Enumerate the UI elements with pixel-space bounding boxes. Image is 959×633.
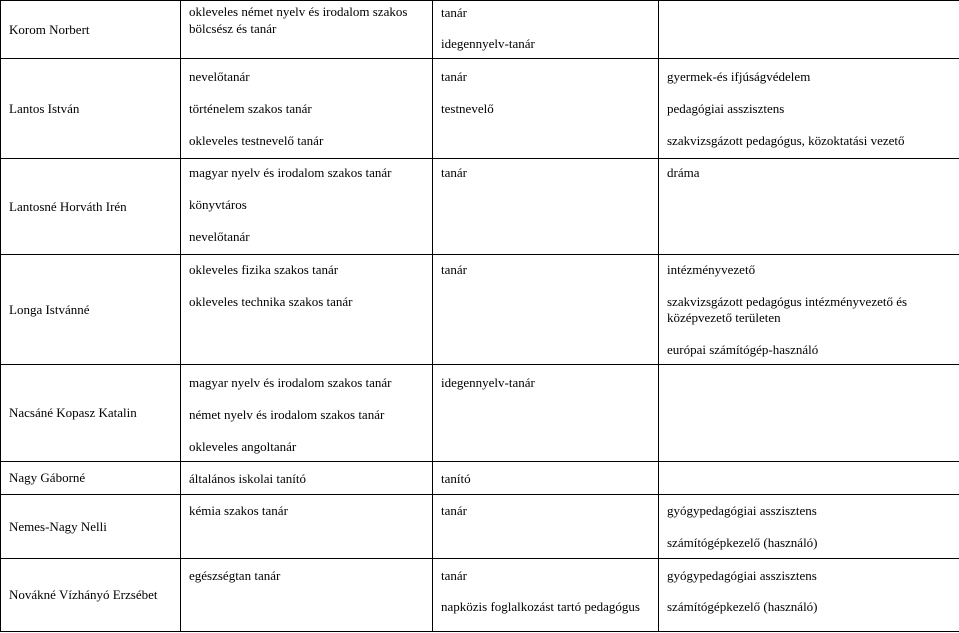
position-line: tanár [441,164,467,180]
staff-name-cell [1,59,181,159]
position-line: tanító [441,470,471,486]
other-cell [659,59,959,159]
qualification-line: magyar nyelv és irodalom szakos tanár [189,164,392,180]
qualification-cell [181,365,433,462]
position-line: tanár [441,68,467,84]
other-line: gyógypedagógiai asszisztens [667,567,817,583]
other-line: gyermek-és ifjúságvédelem [667,68,811,84]
qualification-line: bölcsész és tanár [189,20,277,36]
position-line: testnevelő [441,100,494,116]
staff-name: Lantosné Horváth Irén [9,198,127,214]
other-line: szakvizsgázott pedagógus, közoktatási vezető [667,132,905,148]
qualification-line: okleveles angoltanár [189,438,297,454]
qualification-cell [181,495,433,559]
other-line: intézményvezető [667,261,756,277]
staff-name: Nacsáné Kopasz Katalin [9,405,137,420]
staff-name: Korom Norbert [9,21,90,37]
position-cell [433,462,659,495]
other-cell [659,462,959,495]
position-line: idegennyelv-tanár [441,35,535,51]
qualification-line: német nyelv és irodalom szakos tanár [189,406,385,422]
position-line: tanár [441,567,467,583]
position-line: tanár [441,261,467,277]
other-cell [659,255,959,365]
position-cell [433,59,659,159]
other-line: pedagógiai asszisztens [667,100,785,116]
staff-name-cell [1,462,181,495]
position-cell [433,365,659,462]
staff-name-cell [1,1,181,59]
other-line: számítógépkezelő (használó) [667,598,818,614]
position-line: tanár [441,502,467,518]
table-row [1,255,959,365]
staff-name-cell [1,495,181,559]
qualification-line: okleveles testnevelő tanár [189,132,324,148]
other-line: szakvizsgázott pedagógus intézményvezető és középvezető területen [667,293,908,325]
qualification-line: könyvtáros [189,196,247,212]
position-line: idegennyelv-tanár [441,374,535,390]
qualification-line: okleveles német nyelv és irodalom szakos [189,3,408,19]
staff-name: Longa Istvánné [9,301,90,317]
table-row [1,559,959,632]
table-row [1,462,959,495]
qualification-cell [181,159,433,255]
other-line: számítógépkezelő (használó) [667,534,818,550]
table-row [1,59,959,159]
other-cell [659,1,959,59]
other-cell [659,365,959,462]
staff-name: Nagy Gáborné [9,470,86,485]
qualification-cell [181,559,433,632]
other-cell [659,559,959,632]
qualification-cell [181,255,433,365]
staff-name-cell [1,159,181,255]
staff-name-cell [1,365,181,462]
other-cell [659,159,959,255]
position-cell [433,1,659,59]
qualification-line: okleveles technika szakos tanár [189,293,353,309]
position-cell [433,159,659,255]
qualification-line: nevelőtanár [189,228,250,244]
table-row [1,365,959,462]
position-line: tanár [441,4,467,20]
qualification-line: okleveles fizika szakos tanár [189,261,339,277]
qualification-line: egészségtan tanár [189,567,281,583]
table-row [1,159,959,255]
staff-name: Lantos István [9,100,80,116]
qualification-cell [181,462,433,495]
qualification-cell [181,1,433,59]
other-line: európai számítógép-használó [667,341,819,357]
other-cell [659,495,959,559]
qualification-line: történelem szakos tanár [189,100,312,116]
position-cell [433,559,659,632]
qualification-cell [181,59,433,159]
table-row [1,495,959,559]
position-cell [433,255,659,365]
qualification-line: általános iskolai tanító [189,470,306,486]
qualification-line: magyar nyelv és irodalom szakos tanár [189,374,392,390]
staff-name: Novákné Vízhányó Erzsébet [9,587,158,602]
staff-name-cell [1,255,181,365]
qualification-line: nevelőtanár [189,68,250,84]
staff-name: Nemes-Nagy Nelli [9,518,107,534]
table-row [1,1,959,59]
position-cell [433,495,659,559]
other-line: dráma [667,164,700,180]
qualification-line: kémia szakos tanár [189,502,288,518]
staff-name-cell [1,559,181,632]
other-line: gyógypedagógiai asszisztens [667,502,817,518]
position-line: napközis foglalkozást tartó pedagógus [441,598,640,614]
